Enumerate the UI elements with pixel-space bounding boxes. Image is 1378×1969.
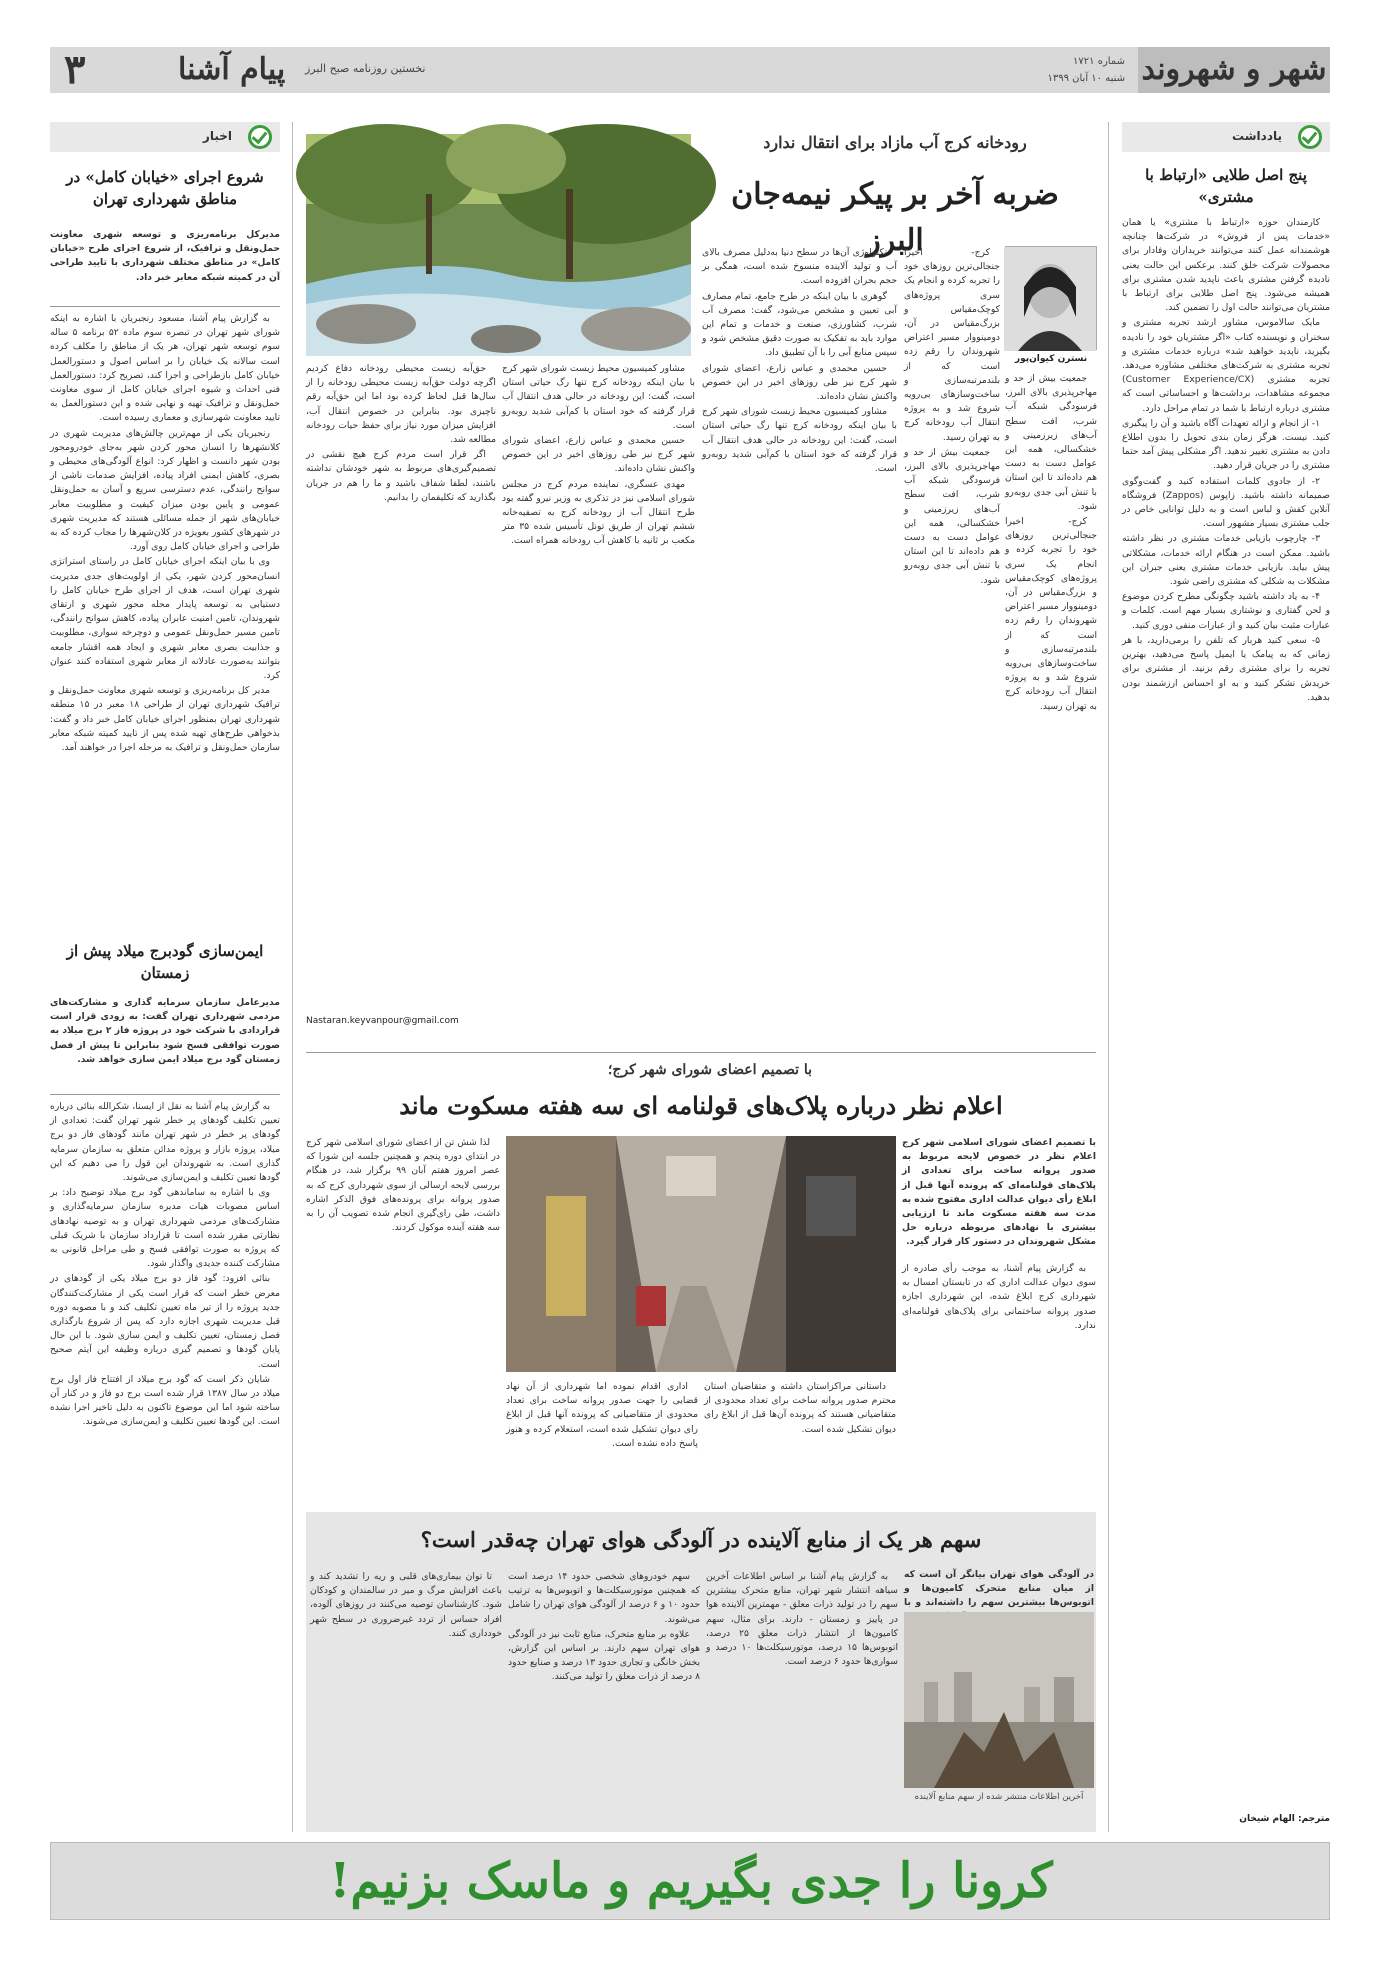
main-story-kicker: رودخانه کرج آب مازاد برای انتقال ندارد [763,133,1027,152]
plate-story-col2b [506,1380,698,1500]
smog-photo-icon [904,1612,1094,1788]
paragraph: اداری اقدام نموده اما شهرداری از آن نهاد قضایی را جهت صدور پروانه ساخت برای تعداد محدودی از متقاضیانی که پرونده آنها قبل از ابلاغ رای دیوان تشکیل شده است، استعلام کرده و هنوز پاسخ داده نشده است. [506,1381,698,1449]
news-story2-lead: مدیرعامل سازمان سرمایه گذاری و مشارکت‌های مردمی شهرداری تهران گفت: به زودی قرار است قراردادی با شرکت خود در پروژه فاز ۲ برج میلاد به صورت توافقی فسخ شود بنابراین تا پیش از فصل زمستان گود برج میلاد ایمن سازی خواهد شد. [50,997,280,1065]
issue-number: شماره ۱۷۲۱ [1073,56,1125,67]
alley-photo [506,1136,896,1372]
divider [50,1094,280,1095]
main-story-col4 [306,362,496,1012]
news-story1-title: شروع اجرای «خیابان کامل» در مناطق شهرداری تهران [66,168,264,208]
paragraph: جمعیت بیش از حد و مهاجرپذیری بالای البرز، فرسودگی شبکه آب شرب، افت سطح آب‌های زیرزمینی و خشکسالی، همه این عوامل دست به دست هم داده‌اند تا این استان با تنش آبی جدی روبه‌رو شود. [1005,373,1097,512]
news-story1-lead: مدیرکل برنامه‌ریزی و توسعه شهری معاونت حمل‌ونقل و ترافیک، از شروع اجرای طرح «خیابان کامل» در مناطق مختلف شهرداری با تایید طراحی آن در کمیته شبکه معابر خبر داد. [50,229,280,283]
opinion-title: پنج اصل طلایی «ارتباط با مشتری» [1145,166,1307,206]
paragraph: ۳- چارچوب بازیابی خدمات مشتری در نظر داشته باشید. ممکن است در هنگام ارائه خدمات، مشکلاتی پیش بیاید. بازیابی خدمات مشتری یعنی جبران این مشکلات به شکلی که مشتری راضی شود. [1122,533,1330,588]
paragraph: مدیر کل برنامه‌ریزی و توسعه شهری معاونت حمل‌ونقل و ترافیک شهرداری تهران از طراحی ۱۸ معبر در ۱۵ منطقه شهرداری تهران بمنظور اجرای خیابان کامل خبر داد و گفت: بذخواهی طرح‌های تهیه شده پس از تایید کمیته شبکه معابر سازمان حمل‌ونقل و ترافیک به مرحله اجرا در خواهند آمد. [50,685,280,754]
paragraph: اگر قرار است مردم کرج هیچ نقشی در تصمیم‌گیری‌های مربوط به شهر خودشان نداشته باشند، لطفا شفاف باشید و ما را هم در جریان بگذارید که تکلیفمان را بدانیم. [306,449,496,503]
checkmark-icon [1298,125,1322,149]
paragraph: رنجبریان یکی از مهم‌ترین چالش‌های مدیریت شهری در کلانشهرها را انسان محور کردن شهر به‌جای خودرومحور بودن شهر دانست و اظهار کرد: انواع آلودگی‌های محیطی و بصری، کاهش ایمنی افراد پیاده، افزایش صدمات ناشی از سوانح رانندگی، عدم دسترسی سریع و آسان به حمل‌ونقل عمومی و پایین بودن میزان کیفیت و مطلوبیت معابر خیابان‌های شهر از جمله مسائلی هستند که مدیریت شهری در شهرهای کشور بعویژه در کلان‌شهرها را مجاب کرده که به طراحی و اجرای خیابان کامل روی آورد. [50,427,280,553]
opinion-author: مترجم: الهام شیخان [1239,1814,1330,1824]
plate-story-kicker: با تصمیم اعضای شورای شهر کرج؛ [607,1062,813,1078]
paragraph: جمعیت بیش از حد و مهاجرپذیری بالای البرز، فرسودگی شبکه آب شرب، افت سطح آب‌های زیرزمینی و خشکسالی، همه این عوامل دست به دست هم داده‌اند تا این استان با تنش آبی جدی روبه‌رو شود. [904,446,1000,586]
opinion-label: یادداشت [1232,129,1282,143]
paragraph: ۱- از انجام و ارائه تعهدات آگاه باشید و آن را پیگیری کنید. نیست. هرگز زمان بندی تحویل را بدون اطلاع دادن به مشتری تغییر ندهید. اگر مشکلی پیش آمد حتما مشتری را در جریان قرار دهید. [1122,417,1330,472]
main-story-col2 [702,246,897,1044]
author-email: Nastaran.keyvanpour@gmail.com [306,1016,459,1026]
author-photo [1005,246,1097,350]
paragraph: لذا شش تن از اعضای شورای اسلامی شهر کرج در ابتدای دوره پنجم و همچنین جلسه این شورا که عصر امروز هفتم آبان ۹۹ برگزار شد، در هنگام بررسی لایحه ارسالی از سوی شهرداری کرج که به صدور پروانه برای پرونده‌های فوق الذکر اشاره داشت، طی رای‌گیری انجام شده تصویب آن را به سه هفته آینده موکول کردند. [306,1137,500,1234]
issue-info [1047,53,1125,87]
paragraph: کارمندان حوزه «ارتباط با مشتری» یا همان «خدمات پس از فروش» در شرکت‌ها چنانچه هوشمندانه عمل کنند می‌توانند خریداران وفادار برای محصولات شرکت خلق کنند. برعکس این حالت یعنی نادیده گرفتن مشتری باعث ناپدید شدن مشتری برای همیشه می‌شود. پنج اصل طلایی برای ارتباط با مشتریان می‌توانند حالت اول را تضمین کند. [1122,217,1330,314]
paragraph: داستانی مراکزاستان داشته و متقاضیان استان محترم صدور پروانه ساخت برای تعداد محدودی از متقاضیانی هستند که پرونده آن‌ها قبل از ابلاغ رای دیوان تشکیل شده است. [704,1381,896,1435]
news-label: اخبار [202,129,232,143]
paragraph: بنائی افزود: گود فاز دو برج میلاد یکی از گودهای در معرض خطر است که قرار است یکی از مشارکت‌کنندگان جدید پروژه را از تیر ماه تعیین تکلیف کند و با مصوبه دوره قبل مدیریت شهری اجازه دارد که پس از شروع بارگذاری فصل زمستان، تعیین تکلیف و ایمن سازی شود. با این حال پایان گودها و تصمیم گیری درباره وظیفه این آیتم صحیح است. [50,1273,280,1370]
author-name: نسترن کیوان‌پور [1014,354,1088,364]
plate-story-col1 [902,1262,1096,1500]
author-portrait-icon [1004,247,1096,351]
covid-banner [50,1842,1330,1920]
news-column-header [50,122,280,152]
section-title: شهر و شهروند [1138,47,1330,93]
paragraph: حسین محمدی و عباس زارع، اعضای شورای شهر کرج نیز طی روزهای اخیر در این خصوص واکنش نشان داده‌اند. [502,435,695,475]
paragraph: به گزارش پیام آشنا، مسعود رنجبریان با اشاره به اینکه شورای شهر تهران در تبصره سوم ماده ۵۲ برنامه ۵ ساله سوم توسعه شهر تهران، هر یک از مناطق را مکلف کرده است سالانه یک خیابان را بر اساس اصول و دستورالعمل خیابان کامل بازطراحی و اجرا کند، تصریح کرد: دستورالعمل فنی احداث و شیوه اجرای خیابان کامل از سوی معاونت حمل‌ونقل و ترافیک تهیه و نهایی شده و این دستورالعمل به تایید معاونت شهرسازی و معماری رسیده است. [50,313,280,424]
paragraph: مشاور کمیسیون محیط زیست شورای شهر کرج با بیان اینکه رودخانه کرج تنها رگ حیاتی استان است، گفت: این رودخانه در حالی هدف انتقال آب قرار گرفته که خود استان با کم‌آبی شدید روبه‌رو است. [702,406,897,475]
smog-photo [904,1612,1094,1788]
paragraph: مهدی عسگری، نماینده مردم کرج در مجلس شورای اسلامی نیز در تذکری به وزیر نیرو گفته بود طرح انتقال آب از رودخانه کرج به تصفیه‌خانه ششم تهران از طریق تونل تأسیس شده ۳۵ متر مکعب بر ثانیه با کاهش آب رودخانه همراه است. [502,478,695,547]
covid-banner-text: کرونا را جدی بگیریم و ماسک بزنیم! [329,1853,1053,1909]
pollution-story-title: سهم هر یک از منابع آلاینده در آلودگی هوای تهران چه‌قدر است؟ [420,1527,982,1552]
page-number: ۳ [64,46,86,93]
alley-photo-icon [506,1136,896,1372]
page-header [50,47,1330,93]
pollution-story-col3 [508,1570,700,1828]
paragraph: تا توان بیماری‌های قلبی و ریه را تشدید کند و باعث افزایش مرگ و میر در سالمندان و کودکان شود. کارشناسان توصیه می‌کنند در روزهای آلوده، افراد حساس از تردد غیرضروری در سطح شهر خودداری کنند. [310,1571,502,1639]
paragraph: علاوه بر منابع متحرک، منابع ثابت نیز در آلودگی هوای تهران سهم دارند. بر اساس این گزارش، بخش خانگی و تجاری حدود ۱۳ درصد و صنایع حدود ۸ درصد از ذرات معلق را تولید می‌کنند. [508,1628,701,1683]
paragraph: وی با اشاره به ساماندهی گود برج میلاد توضیح داد: بر اساس مصوبات هیات مدیره سازمان سرمایه‌گذاری و مشارکت‌های مردمی شهرداری تهران و به توصیه نهادهای نظارتی مقرر شده است تا قرارداد سازمان با شریک قبلی که پروژه به صورت توافقی فسخ و طی مراحل قانونی به مشارکت کننده جدیدی واگذار شود. [50,1187,280,1270]
plate-story-col3 [306,1136,500,1500]
main-story-col3 [502,362,695,1044]
news-story2-title: ایمن‌سازی گودبرج میلاد پیش از زمستان [66,942,264,982]
divider [50,306,280,307]
paragraph: تکنولوژی آن‌ها در سطح دنیا به‌دلیل مصرف بالای آب و تولید آلاینده منسوخ شده است، همگی بر حجم بحران افزوده است. [702,247,897,287]
newspaper-logo: پیام آشنا [178,52,286,87]
paragraph: سهم خودروهای شخصی حدود ۱۴ درصد است که همچنین موتورسیکلت‌ها و اتوبوس‌ها به ترتیب حدود ۱۰ و ۶ درصد از آلودگی هوای تهران را شامل می‌شوند. [508,1571,701,1625]
pollution-story-lead: در آلودگی هوای تهران بیانگر آن است که از میان منابع متحرک کامیون‌ها و اتوبوس‌ها بیشترین سهم را داشته‌اند و با [904,1569,1094,1609]
main-story-col1b [1005,372,1097,1044]
plate-story-col2a [704,1380,896,1500]
paragraph: وی با بیان اینکه اجرای خیابان کامل در راستای استراتژی انسان‌محور کردن شهر، یکی از اولویت‌های جدی مدیریت شهری تهران است، هدف از اجرای طرح خیابان کامل را دستیابی به توسعه پایدار محله محور شهری و ارتقای شهروندان، تامین امنیت عابران پیاده، کاهش سوانح رانندگی، تامین مسیر حمل‌ونقل عمومی و دوچرخه سواری، مطلوبیت و جذابیت بصری معابر شهری و ایجاد همه اقشار جامعه بتوانند به‌صورت عادلانه از معابر شهری استفاده کنند عنوان کرد. [50,556,280,682]
pollution-story-col2 [706,1570,898,1828]
main-story-col1 [904,246,1000,1044]
news-story1-body [50,312,280,930]
paragraph: ۵- سعی کنید هربار که تلفن را برمی‌دارید، با هر زمانی که به پیامک یا ایمیل پاسخ می‌دهید، بهترین تجربه را برای مشتری رقم بزنید. از مشتری برای خریدش تشکر کنید و به او احساس ارزشمند بودن بدهید. [1122,634,1330,703]
newspaper-tagline: نخستین روزنامه صبح البرز [305,62,426,75]
opinion-column-header [1122,122,1330,152]
checkmark-icon [248,125,272,149]
paragraph: شایان ذکر است که گود برج میلاد از افتتاح فاز اول برج میلاد در سال ۱۳۸۷ قرار شده است برج دو فاز و در کنار آن ساخته شود اما این موضوع تاکنون به دلیل تاخیر اجرا نشده است. این گودها تعیین تکلیف و ایمن‌سازی می‌شوند. [50,1373,280,1428]
river-photo [306,134,691,356]
plate-story-lead: با تصمیم اعضای شورای اسلامی شهر کرج اعلام نظر در خصوص لایحه مربوط به صدور پروانه ساخت برای تعدادی از پلاک‌های قولنامه‌ای که پرونده آنها قبل از ابلاغ رأی دیوان عدالت اداری مفتوح شده به مدت سه هفته مسکوت ماند تا ارزیابی بیشتری با نهادهای مربوطه درباره حل مشکل شهروندان در دستور کار قرار گیرد. [902,1137,1096,1248]
paragraph: گوهری با بیان اینکه در طرح جامع، تمام مصارف آبی تعیین و مشخص می‌شود، گفت: مصرف آب شرب، کشاورزی، صنعت و خدمات و تمام این موارد باید به تفکیک به صورت دقیق مشخص شود و سپس منابع آبی را با آن تطبیق داد. [702,290,897,359]
paragraph: حسین محمدی و عباس زارع، اعضای شورای شهر کرج نیز طی روزهای اخیر در این خصوص واکنش نشان داده‌اند. [702,362,897,403]
paragraph: به گزارش پیام آشنا بر اساس اطلاعات آخرین سیاهه انتشار شهر تهران، منابع متحرک بیشترین سهم را در تولید ذرات معلق - مهمترین آلاینده هوا در پاییز و زمستان - دارند. برای مثال، سهم کامیون‌ها از انتشار ذرات معلق ۲۵ درصد، اتوبوس‌ها ۱۵ درصد، موتورسیکلت‌ها ۱۰ درصد و سواری‌ها حدود ۶ درصد است. [706,1571,898,1668]
paragraph: کرج- اخیرا جنجالی‌ترین روزهای خود را تجربه کرده و انجام یک سری پروژه‌های کوچک‌مقیاس و بزرگ‌مقیاس در آن، دومینو‌وار مسیر اعتراض شهروندان را رقم زده است که از بلندمرتبه‌سازی و ساخت‌وسازهای بی‌رویه شروع شد و به پروژه انتقال آب رودخانه کرج به تهران رسید. [1005,516,1097,712]
paragraph: ۲- از جادوی کلمات استفاده کنید و گفت‌وگوی صمیمانه داشته باشید. زاپوس (Zappos) فروشگاه آنلاین کفش و لباس است و به دلیل توانایی خاص در جلب مشتری بسیار مشهور است. [1122,475,1330,530]
divider [306,1052,1096,1053]
column-divider [1108,122,1109,1832]
pollution-story-col4 [310,1570,502,1828]
paragraph: ۴- به یاد داشته باشید چگونگی مطرح کردن موضوع و لحن گفتاری و نوشتاری بسیار مهم است. کلمات و عبارات مثبت بیان کنید و از عبارات منفی دوری کنید. [1122,591,1330,631]
paragraph: به گزارش پیام آشنا، به موجب رأی صادره از سوی دیوان عدالت اداری که در تابستان امسال به شهرداری کرج ابلاغ شده، این شهرداری اجازه صدور پروانه ساختمانی برای پلاک‌های قولنامه‌ای ندارد. [902,1263,1096,1331]
plate-story-title: اعلام نظر درباره پلاک‌های قولنامه ای سه هفته مسکوت ماند [399,1091,1003,1120]
river-photo-icon [306,134,691,356]
issue-date: شنبه ۱۰ آبان ۱۳۹۹ [1047,73,1125,84]
main-story-title: ضربه آخر بر پیکر نیمه‌جان البرز [731,177,1059,258]
paragraph: کرج- اخیرا جنجالی‌ترین روزهای خود را تجربه کرده و انجام یک سری پروژه‌های کوچک‌مقیاس و بزرگ‌مقیاس در آن، دومینو‌وار مسیر اعتراض شهروندان را رقم زده است که از بلندمرتبه‌سازی و ساخت‌وسازهای بی‌رویه شروع شد و به پروژه انتقال آب رودخانه کرج به تهران رسید. [904,247,1000,443]
news-story2-body [50,1100,280,1832]
paragraph: مایک سالاموس، مشاور ارشد تجربه مشتری و سخنران و نویسنده کتاب «اگر مشتریان خود را نادیده بگیرید، ناپدید خواهید شد» درباره خدمات مشتری و تجربه مشتری به شرکت‌های مختلفی مشاوره می‌دهد. تجربه مشتری (Customer Experience/CX) مجموعه مشاهدات، برداشت‌ها و احساساتی است که مشتری درباره ارتباط با شما در تمام مراحل دارد. [1122,317,1330,414]
column-divider [292,122,293,1832]
paragraph: به گزارش پیام آشنا به نقل از ایسنا، شکرالله بنائی درباره تعیین تکلیف گودهای پر خطر شهر تهران گفت: تعدادی از گودهای پر خطر در شهر تهران مانند گودهای فاز دو برج میلاد، پروژه بازار و پروژه مدائن متعلق به سازمان سرمایه گذاری است. به شهروندان این قول را می دهیم که این گودها تعیین تکلیف و ایمن‌سازی می‌شوند. [50,1101,280,1184]
paragraph: مشاور کمیسیون محیط زیست شورای شهر کرج با بیان اینکه رودخانه کرج تنها رگ حیاتی استان است، گفت: این رودخانه در حالی هدف انتقال آب قرار گرفته که خود استان با کم‌آبی شدید روبه‌رو است. [502,363,695,431]
smog-photo-caption: آخرین اطلاعات منتشر شده از سهم منابع آلاینده [914,1792,1084,1802]
paragraph: حق‌آبه زیست محیطی رودخانه دفاع کردیم اگرچه دولت حق‌آبه زیست محیطی رودخانه را از سال‌ها قبل لحاظ کرده بود اما این حق‌آبه رقم ناچیزی بود. بنابراین در خصوص انتقال آب، افزایش میزان مورد نیاز برای حفظ حیات رودخانه مطالعه شد. [306,363,496,446]
opinion-body [1122,216,1330,1810]
